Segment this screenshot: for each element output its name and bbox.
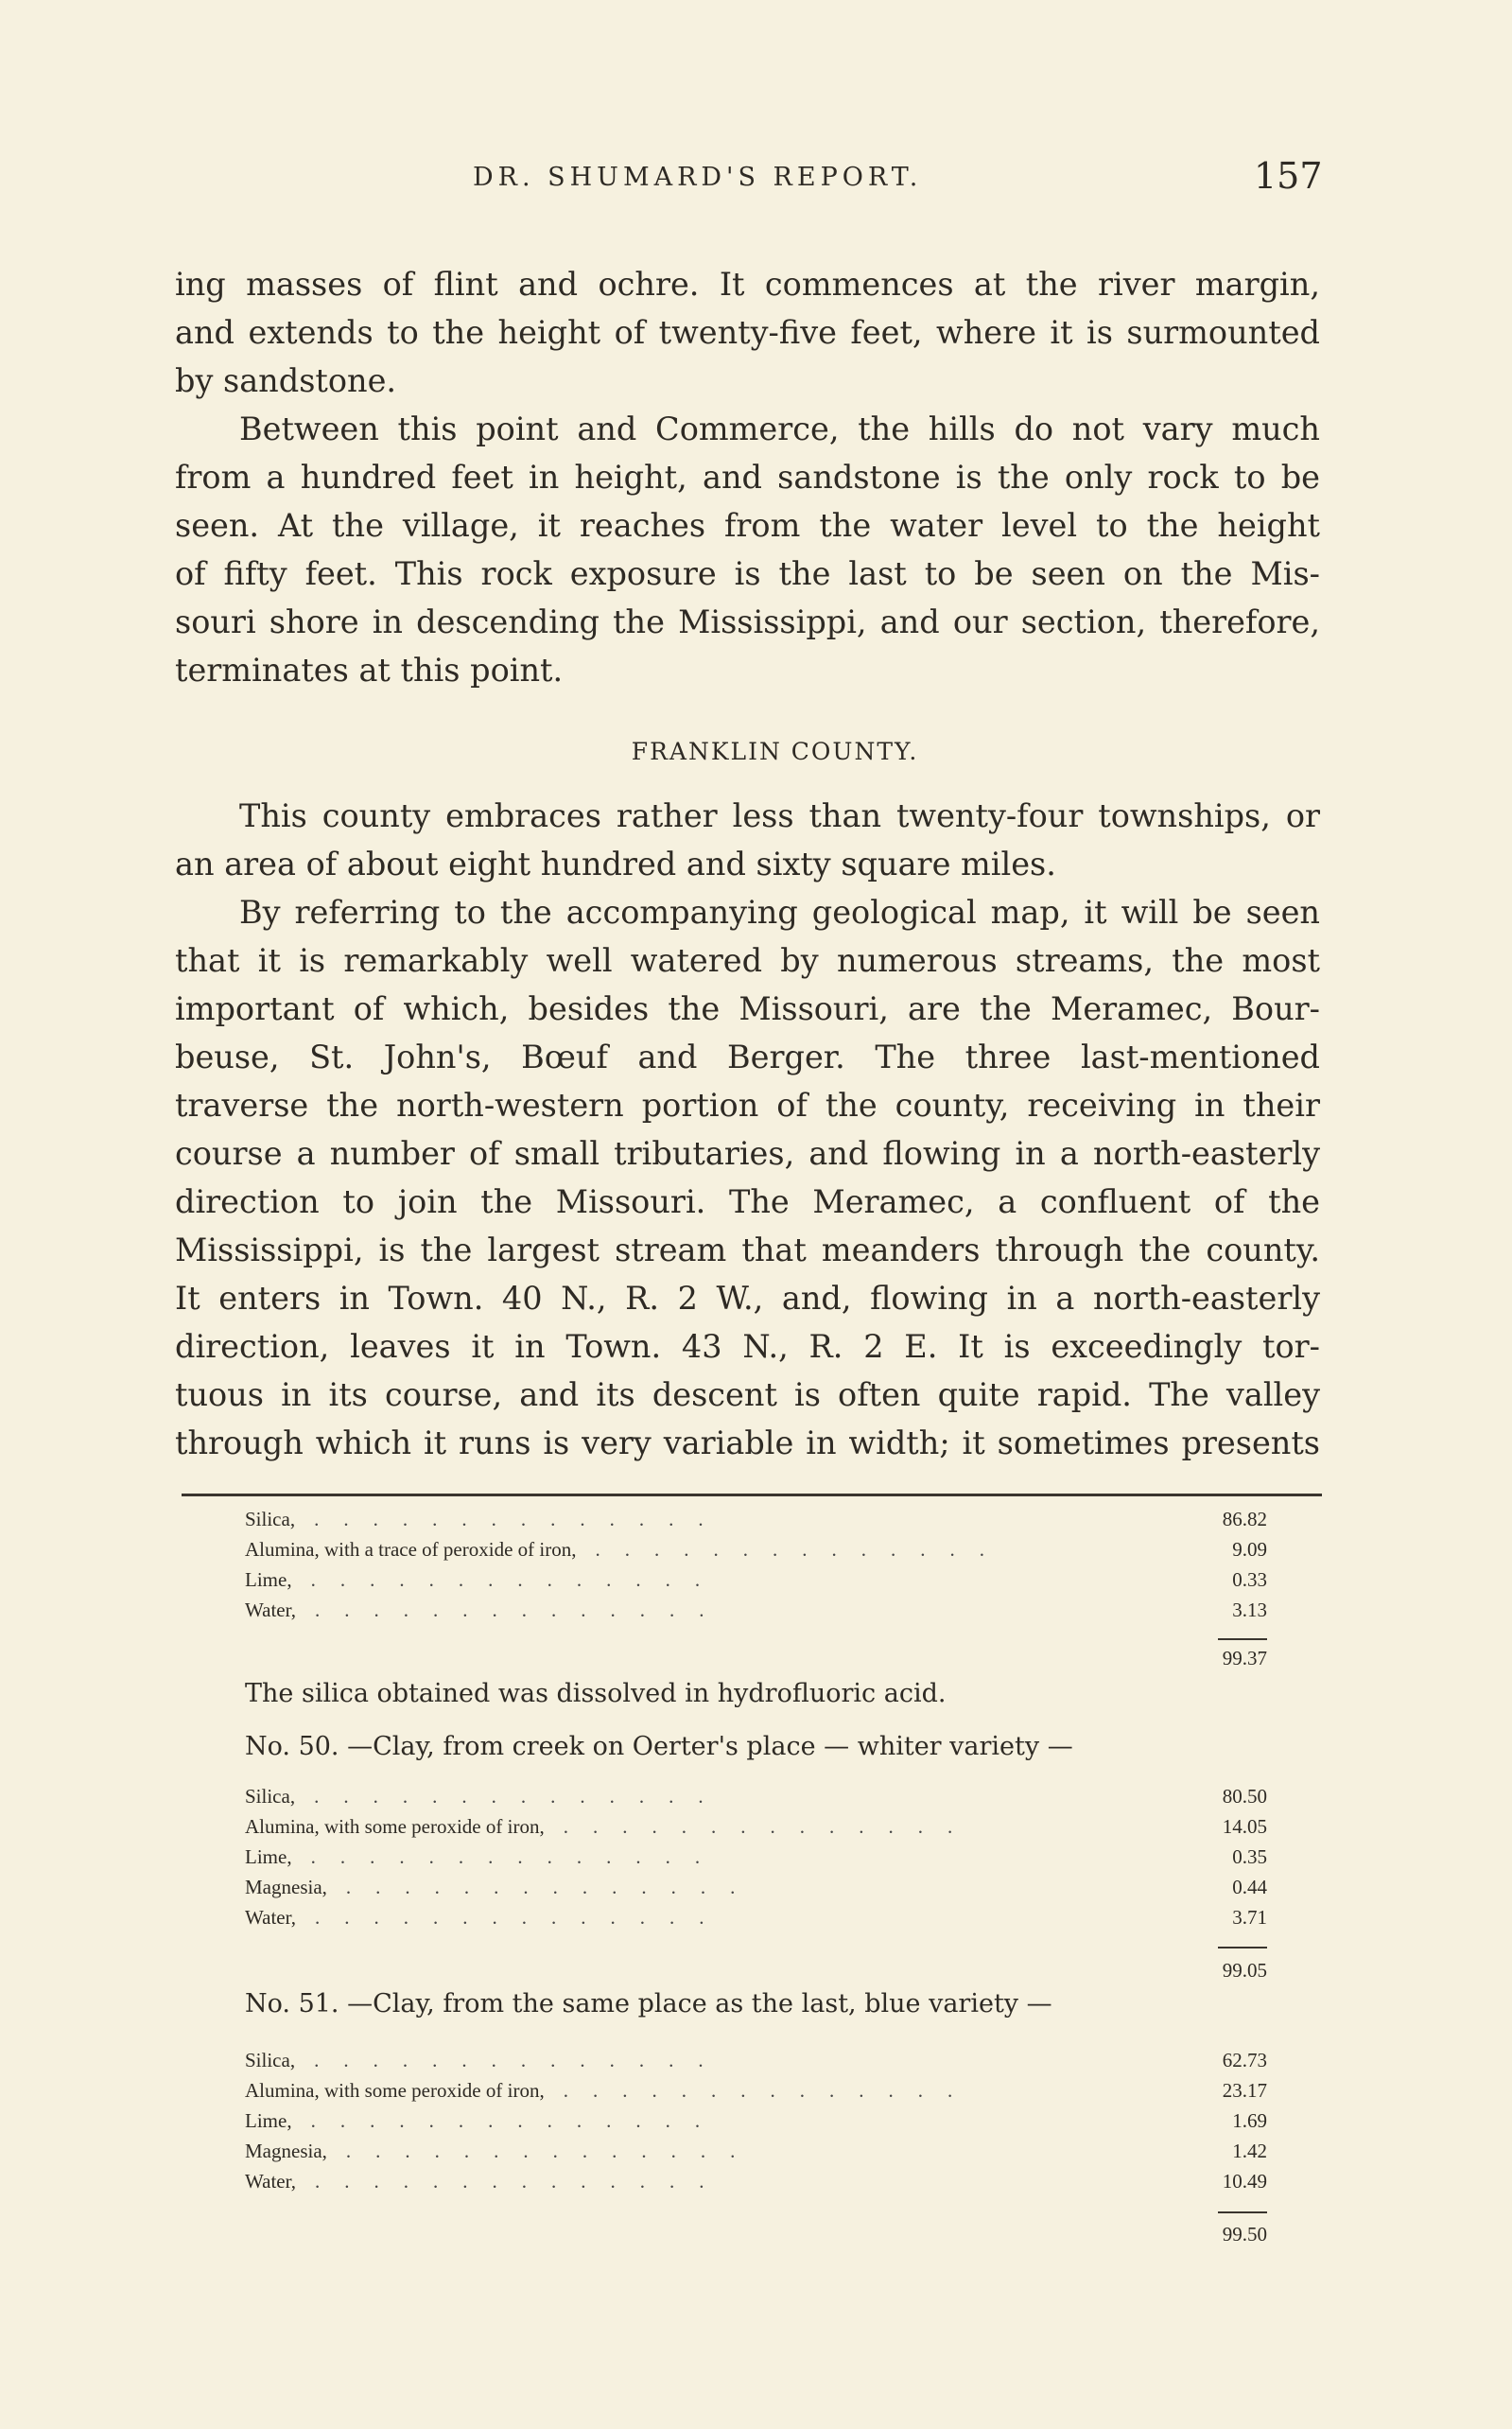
table-row xyxy=(245,1876,1267,1906)
component-label: Silica, xyxy=(245,2049,296,2071)
sample-51-heading: No. 51. —Clay, from the same place as the last, blue variety — xyxy=(245,1989,1052,2018)
leader-dots: .............. xyxy=(310,2109,725,2132)
component-value: 0.44 xyxy=(1232,1876,1267,1898)
component-label: Silica, xyxy=(245,1508,296,1530)
table-row xyxy=(245,1815,1267,1845)
component-value: 1.42 xyxy=(1232,2140,1267,2162)
total-value: 99.50 xyxy=(1222,2223,1267,2246)
component-label: Lime, xyxy=(245,1568,292,1591)
leader-dots: .............. xyxy=(595,1538,1009,1561)
table-row xyxy=(245,1538,1267,1568)
total-rule xyxy=(1218,1638,1267,1640)
text-line: It enters in Town. 40 N., R. 2 W., and, flowing in a north-easterly xyxy=(175,1280,1320,1317)
leader-dots: .............. xyxy=(315,2170,729,2193)
analysis-table-1 xyxy=(245,1508,1267,1629)
component-label: Water, xyxy=(245,1906,297,1929)
component-label: Water, xyxy=(245,1599,297,1621)
text-line: from a hundred feet in height, and sandstone is the only rock to be xyxy=(175,459,1320,496)
component-label: Magnesia, xyxy=(245,1876,327,1898)
leader-dots: .............. xyxy=(345,1876,760,1898)
table-row xyxy=(245,2140,1267,2170)
table-row xyxy=(245,2049,1267,2079)
body-text-top xyxy=(175,260,1320,694)
table-row xyxy=(245,1906,1267,1936)
table-row xyxy=(245,1599,1267,1629)
table-row xyxy=(245,2079,1267,2109)
component-value: 23.17 xyxy=(1222,2079,1267,2102)
analysis-table-3 xyxy=(245,2049,1267,2200)
leader-dots: .............. xyxy=(345,2140,760,2162)
total-value: 99.05 xyxy=(1222,1959,1267,1982)
component-value: 86.82 xyxy=(1222,1508,1267,1530)
component-value: 1.69 xyxy=(1232,2109,1267,2132)
leader-dots: .............. xyxy=(563,2079,978,2102)
total-rule xyxy=(1218,1947,1267,1948)
text-line: traverse the north-western portion of the county, receiving in their xyxy=(175,1087,1320,1124)
running-title: DR. SHUMARD'S REPORT. xyxy=(473,163,923,192)
text-line: terminates at this point. xyxy=(175,652,564,689)
analysis-table-2 xyxy=(245,1785,1267,1936)
leader-dots: .............. xyxy=(310,1845,725,1868)
text-line: By referring to the accompanying geological map, it will be seen xyxy=(239,894,1320,931)
component-label: Alumina, with some peroxide of iron, xyxy=(245,2079,545,2102)
text-line: by sandstone. xyxy=(175,362,397,399)
text-line: an area of about eight hundred and sixty square miles. xyxy=(175,846,1056,882)
component-label: Lime, xyxy=(245,2109,292,2132)
table-row xyxy=(245,1785,1267,1815)
leader-dots: .............. xyxy=(315,1906,729,1929)
total-rule xyxy=(1218,2211,1267,2213)
leader-dots: .............. xyxy=(314,1785,728,1808)
component-value: 3.71 xyxy=(1232,1906,1267,1929)
component-label: Alumina, with a trace of peroxide of iron, xyxy=(245,1538,577,1561)
component-label: Magnesia, xyxy=(245,2140,327,2162)
table-row xyxy=(245,1845,1267,1876)
sample-50-heading: No. 50. —Clay, from creek on Oerter's place — whiter variety — xyxy=(245,1732,1073,1761)
component-value: 14.05 xyxy=(1222,1815,1267,1838)
text-line: Mississippi, is the largest stream that meanders through the county. xyxy=(175,1232,1320,1268)
text-line: direction, leaves it in Town. 43 N., R. 2 E. It is exceedingly tor- xyxy=(175,1328,1320,1365)
text-line: important of which, besides the Missouri, are the Meramec, Bour- xyxy=(175,990,1320,1027)
table-row xyxy=(245,1508,1267,1538)
text-line: that it is remarkably well watered by numerous streams, the most xyxy=(175,942,1320,979)
page-number: 157 xyxy=(1254,155,1323,197)
component-value: 80.50 xyxy=(1222,1785,1267,1808)
table-row xyxy=(245,1568,1267,1599)
text-line: Between this point and Commerce, the hills do not vary much xyxy=(239,411,1320,447)
section-heading: FRANKLIN COUNTY. xyxy=(631,738,919,765)
leader-dots: .............. xyxy=(314,1508,728,1530)
total-value: 99.37 xyxy=(1222,1647,1267,1669)
leader-dots: .............. xyxy=(563,1815,978,1838)
component-label: Water, xyxy=(245,2170,297,2193)
component-value: 0.35 xyxy=(1232,1845,1267,1868)
text-line: direction to join the Missouri. The Meramec, a confluent of the xyxy=(175,1183,1320,1220)
leader-dots: .............. xyxy=(310,1568,725,1591)
leader-dots: .............. xyxy=(315,1599,729,1621)
table-row xyxy=(245,2109,1267,2140)
component-value: 62.73 xyxy=(1222,2049,1267,2071)
text-line: souri shore in descending the Mississippi, and our section, therefore, xyxy=(175,603,1320,640)
component-label: Silica, xyxy=(245,1785,296,1808)
text-line: tuous in its course, and its descent is often quite rapid. The valley xyxy=(175,1376,1320,1413)
text-line: ing masses of flint and ochre. It commences at the river margin, xyxy=(175,266,1320,303)
note-text: The silica obtained was dissolved in hydrofluoric acid. xyxy=(245,1679,947,1708)
text-line: and extends to the height of twenty-five feet, where it is surmounted xyxy=(175,314,1320,351)
component-value: 9.09 xyxy=(1232,1538,1267,1561)
text-line: course a number of small tributaries, and flowing in a north-easterly xyxy=(175,1135,1320,1172)
text-line: through which it runs is very variable in width; it sometimes presents xyxy=(175,1424,1320,1461)
footnote-rule xyxy=(182,1494,1322,1496)
table-row xyxy=(245,2170,1267,2200)
component-value: 10.49 xyxy=(1222,2170,1267,2193)
text-line: of fifty feet. This rock exposure is the last to be seen on the Mis- xyxy=(175,555,1320,592)
text-line: seen. At the village, it reaches from the water level to the height xyxy=(175,507,1320,544)
leader-dots: .............. xyxy=(314,2049,728,2071)
body-text-franklin xyxy=(175,792,1320,1467)
text-line: beuse, St. John's, Bœuf and Berger. The three last-mentioned xyxy=(175,1039,1320,1075)
component-value: 0.33 xyxy=(1232,1568,1267,1591)
text-line: This county embraces rather less than twenty-four townships, or xyxy=(239,797,1320,834)
component-label: Alumina, with some peroxide of iron, xyxy=(245,1815,545,1838)
component-value: 3.13 xyxy=(1232,1599,1267,1621)
component-label: Lime, xyxy=(245,1845,292,1868)
